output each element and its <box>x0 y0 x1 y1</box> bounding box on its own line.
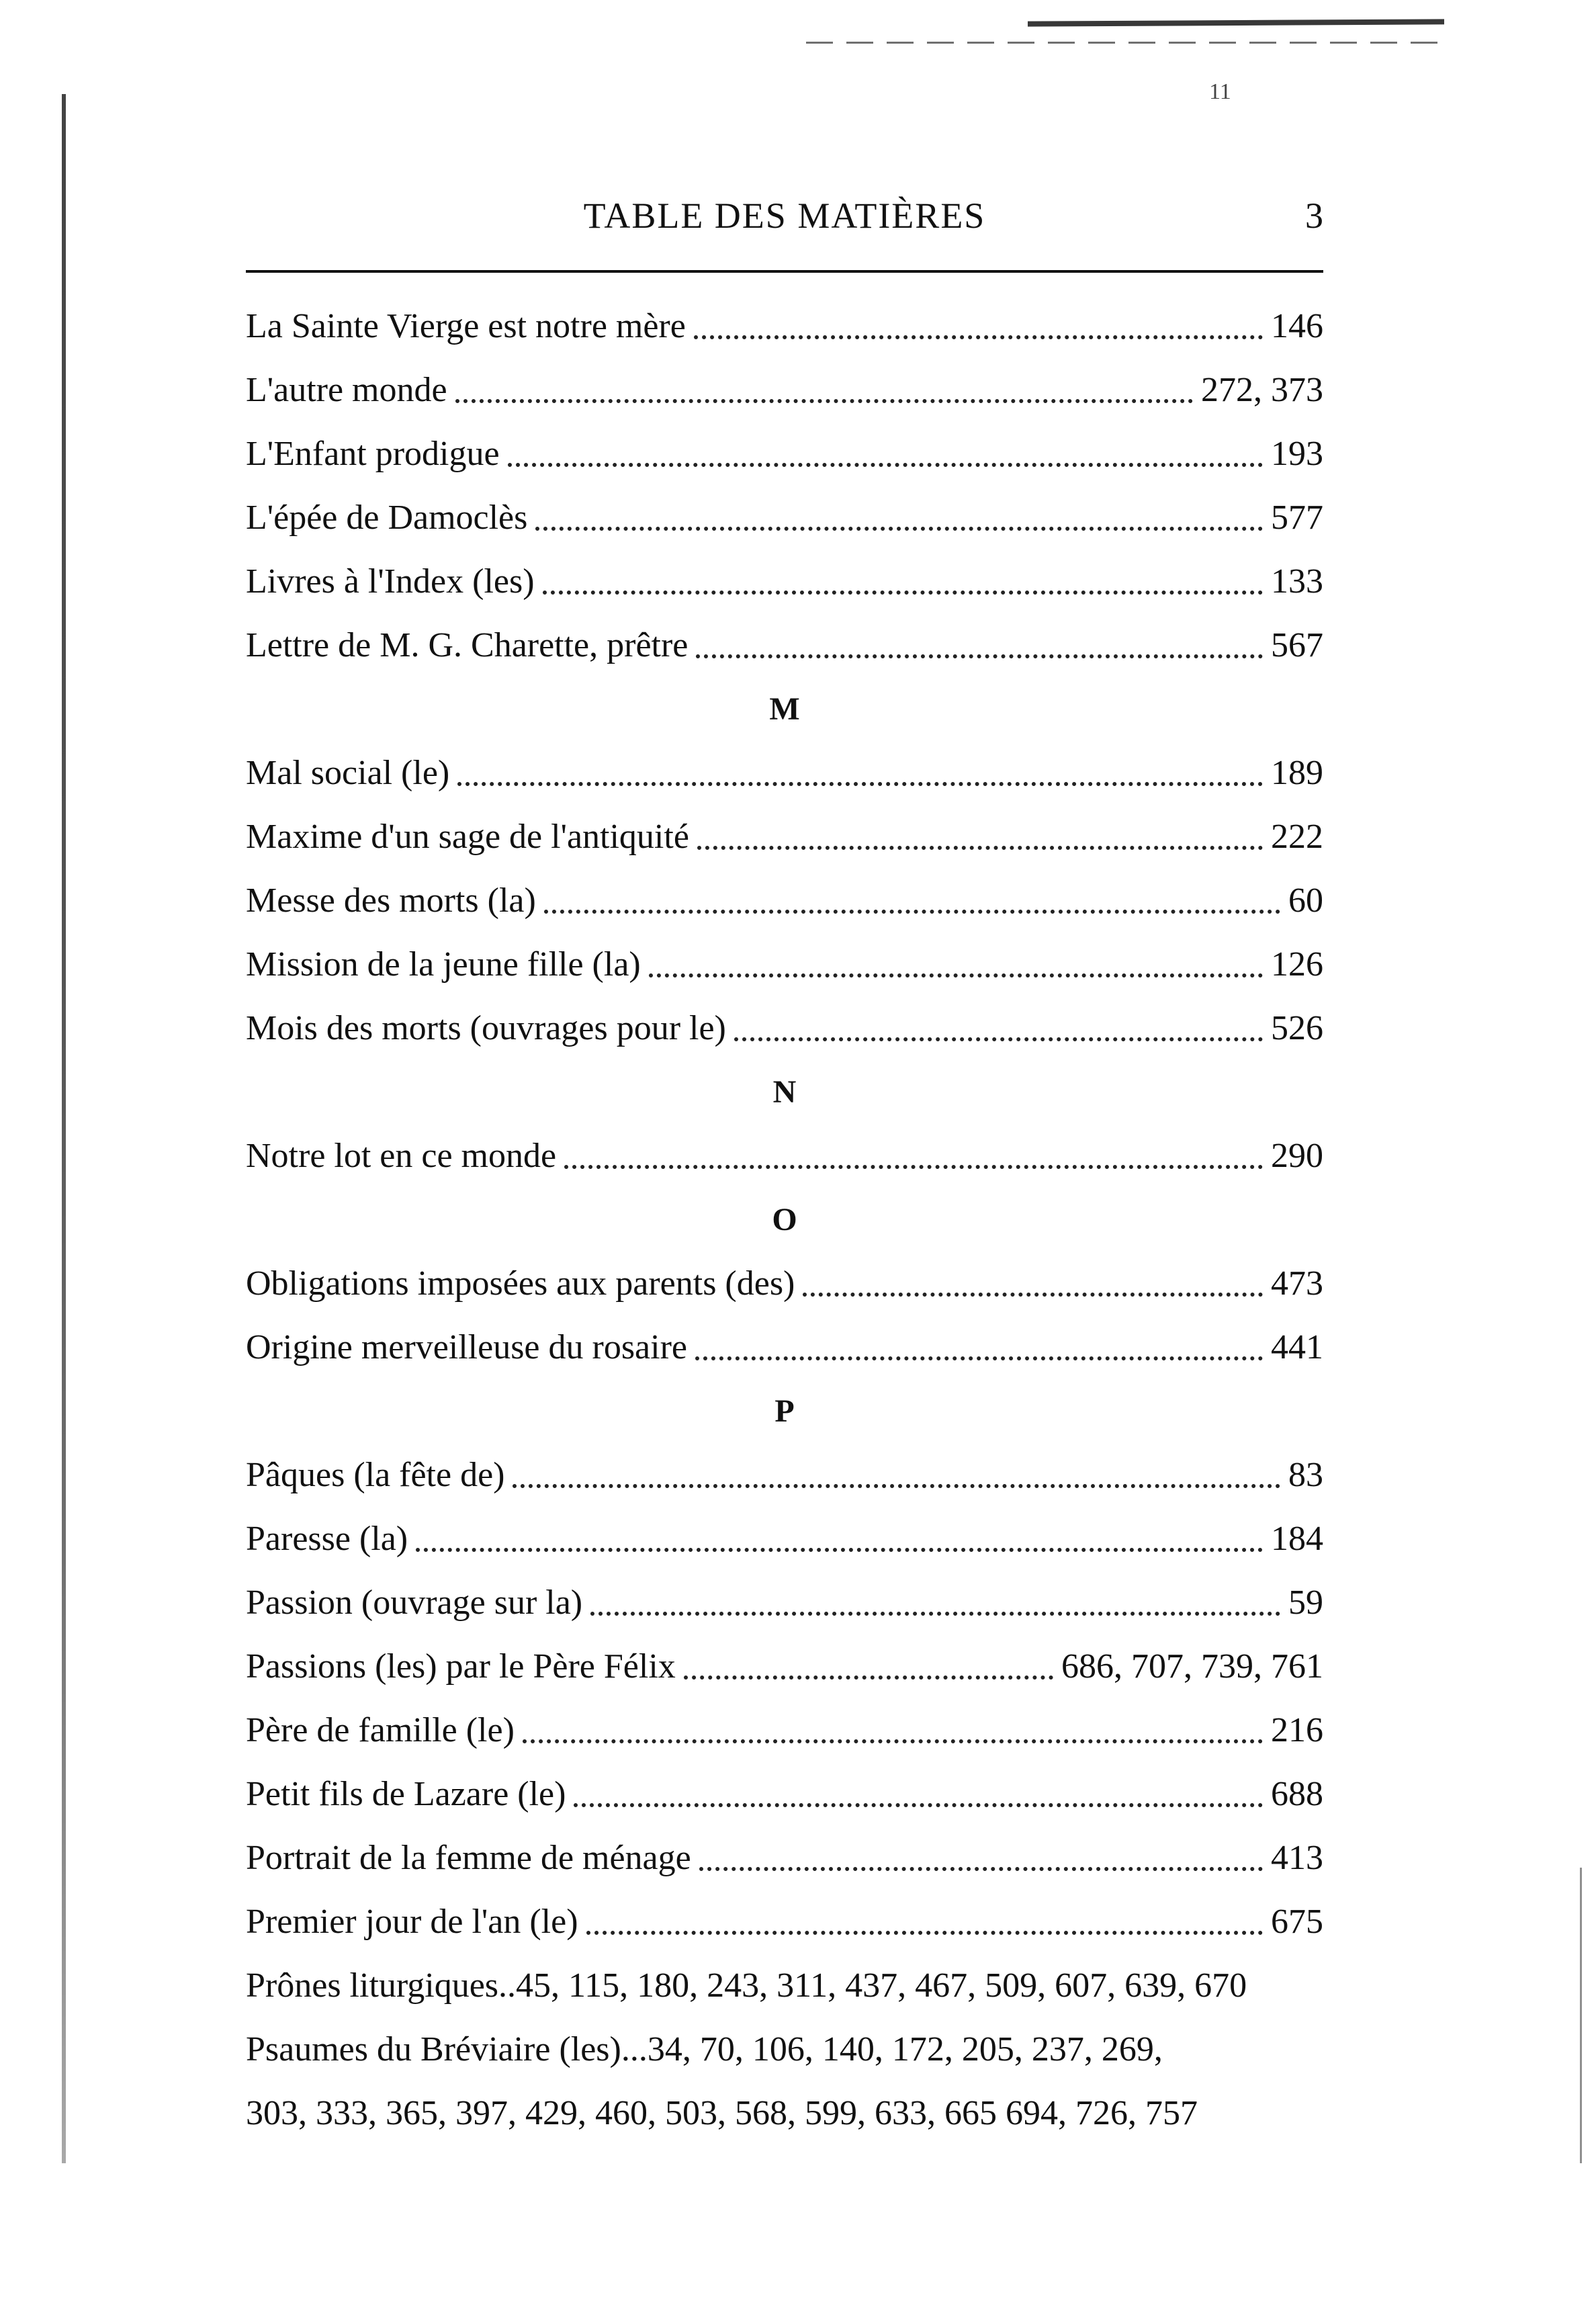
toc-entry <box>246 1762 1323 1826</box>
dot-leader <box>696 654 1263 658</box>
section-letter: O <box>772 1202 797 1237</box>
dot-leader <box>508 463 1263 467</box>
toc-entry <box>246 486 1323 550</box>
toc-entry <box>246 869 1323 932</box>
entry-title: Portrait de la femme de ménage <box>246 1839 691 1877</box>
entry-title: Mission de la jeune fille (la) <box>246 945 641 984</box>
dot-leader <box>523 1739 1263 1743</box>
dot-leader <box>416 1548 1263 1552</box>
entry-pages: 272, 373 <box>1201 371 1323 409</box>
section-letter: N <box>772 1074 797 1110</box>
toc-entry <box>246 996 1323 1060</box>
entry-pages: 290 <box>1271 1137 1323 1175</box>
toc-entry <box>246 1315 1323 1379</box>
toc-entry-continued: Prônes liturgiques..45, 115, 180, 243, 311, 437, 467, 509, 607, 639, 670 <box>246 1966 1247 2005</box>
dot-leader <box>590 1612 1280 1616</box>
dot-leader <box>564 1165 1263 1169</box>
dot-leader <box>694 335 1263 339</box>
dot-leader <box>455 399 1193 403</box>
header-rule <box>246 270 1323 273</box>
toc-entry <box>246 741 1323 805</box>
toc-entry-continued: Psaumes du Bréviaire (les)...34, 70, 106, 140, 172, 205, 237, 269, <box>246 2030 1163 2069</box>
entry-title: Maxime d'un sage de l'antiquité <box>246 818 689 856</box>
entry-title: L'autre monde <box>246 371 447 409</box>
toc-entry <box>246 1124 1323 1188</box>
entry-title: Livres à l'Index (les) <box>246 562 535 601</box>
entry-title: Mois des morts (ouvrages pour le) <box>246 1009 726 1047</box>
scan-edge-dashes-top <box>806 42 1451 44</box>
entry-pages: 189 <box>1271 754 1323 792</box>
entry-title: Passion (ouvrage sur la) <box>246 1583 583 1622</box>
toc-entry <box>246 358 1323 422</box>
entry-pages: 526 <box>1271 1009 1323 1047</box>
dot-leader <box>684 1675 1053 1680</box>
entry-pages: 216 <box>1271 1711 1323 1749</box>
dot-leader <box>649 973 1263 977</box>
entry-pages: 675 <box>1271 1903 1323 1941</box>
entry-title: La Sainte Vierge est notre mère <box>246 307 686 345</box>
toc-entry <box>246 294 1323 358</box>
dot-leader <box>695 1356 1263 1360</box>
entry-title: Origine merveilleuse du rosaire <box>246 1328 687 1366</box>
dot-leader <box>699 1867 1263 1871</box>
dot-leader <box>457 782 1263 786</box>
table-of-contents <box>246 294 1323 2145</box>
entry-title: Passions (les) par le Père Félix <box>246 1647 676 1686</box>
entry-title: Premier jour de l'an (le) <box>246 1903 578 1941</box>
scan-edge-shadow-right <box>1580 1868 1582 2163</box>
dot-leader <box>574 1803 1263 1807</box>
dot-leader <box>513 1484 1280 1488</box>
entry-pages: 146 <box>1271 307 1323 345</box>
dot-leader <box>544 910 1280 914</box>
toc-entry <box>246 550 1323 613</box>
toc-entry <box>246 422 1323 486</box>
page-number: 3 <box>1305 195 1323 236</box>
entry-title: Pâques (la fête de) <box>246 1456 505 1494</box>
entry-title: Messe des morts (la) <box>246 881 536 920</box>
entry-title: Obligations imposées aux parents (des) <box>246 1264 795 1303</box>
entry-pages: 133 <box>1271 562 1323 601</box>
toc-entry <box>246 805 1323 869</box>
dot-leader <box>697 846 1263 850</box>
toc-entry <box>246 1571 1323 1635</box>
entry-title: L'épée de Damoclès <box>246 498 528 537</box>
page-title: TABLE DES MATIÈRES <box>583 195 986 236</box>
toc-entry-continued: 303, 333, 365, 397, 429, 460, 503, 568, 599, 633, 665 694, 726, 757 <box>246 2094 1198 2132</box>
toc-entry <box>246 932 1323 996</box>
entry-pages: 473 <box>1271 1264 1323 1303</box>
toc-entry <box>246 1252 1323 1315</box>
section-letter: P <box>774 1393 795 1429</box>
dot-leader <box>734 1037 1263 1041</box>
entry-pages: 59 <box>1288 1583 1323 1622</box>
dot-leader <box>535 527 1263 531</box>
scan-edge-mark-top <box>1028 19 1444 26</box>
toc-entry <box>246 613 1323 677</box>
entry-pages: 184 <box>1271 1520 1323 1558</box>
dot-leader <box>586 1931 1263 1935</box>
dot-leader <box>543 591 1263 595</box>
entry-pages: 60 <box>1288 881 1323 920</box>
entry-pages: 126 <box>1271 945 1323 984</box>
entry-title: Petit fils de Lazare (le) <box>246 1775 566 1813</box>
toc-entry <box>246 1635 1323 1698</box>
entry-pages: 577 <box>1271 498 1323 537</box>
entry-title: Paresse (la) <box>246 1520 408 1558</box>
running-head <box>246 195 1323 242</box>
entry-pages: 413 <box>1271 1839 1323 1877</box>
entry-title: L'Enfant prodigue <box>246 435 500 473</box>
entry-pages: 567 <box>1271 626 1323 664</box>
scan-mark: 11 <box>1209 79 1231 104</box>
entry-pages: 441 <box>1271 1328 1323 1366</box>
toc-entry <box>246 1698 1323 1762</box>
entry-title: Mal social (le) <box>246 754 450 792</box>
entry-pages: 193 <box>1271 435 1323 473</box>
section-letter: M <box>769 691 800 727</box>
entry-pages: 222 <box>1271 818 1323 856</box>
toc-entry <box>246 1443 1323 1507</box>
toc-entry <box>246 1507 1323 1571</box>
entry-title: Lettre de M. G. Charette, prêtre <box>246 626 689 664</box>
entry-title: Père de famille (le) <box>246 1711 515 1749</box>
entry-pages: 688 <box>1271 1775 1323 1813</box>
toc-entry <box>246 1890 1323 1954</box>
entry-pages: 686, 707, 739, 761 <box>1061 1647 1323 1686</box>
dot-leader <box>803 1293 1263 1297</box>
toc-entry <box>246 1826 1323 1890</box>
entry-title: Notre lot en ce monde <box>246 1137 557 1175</box>
scan-edge-shadow-left <box>62 94 66 2163</box>
entry-pages: 83 <box>1288 1456 1323 1494</box>
